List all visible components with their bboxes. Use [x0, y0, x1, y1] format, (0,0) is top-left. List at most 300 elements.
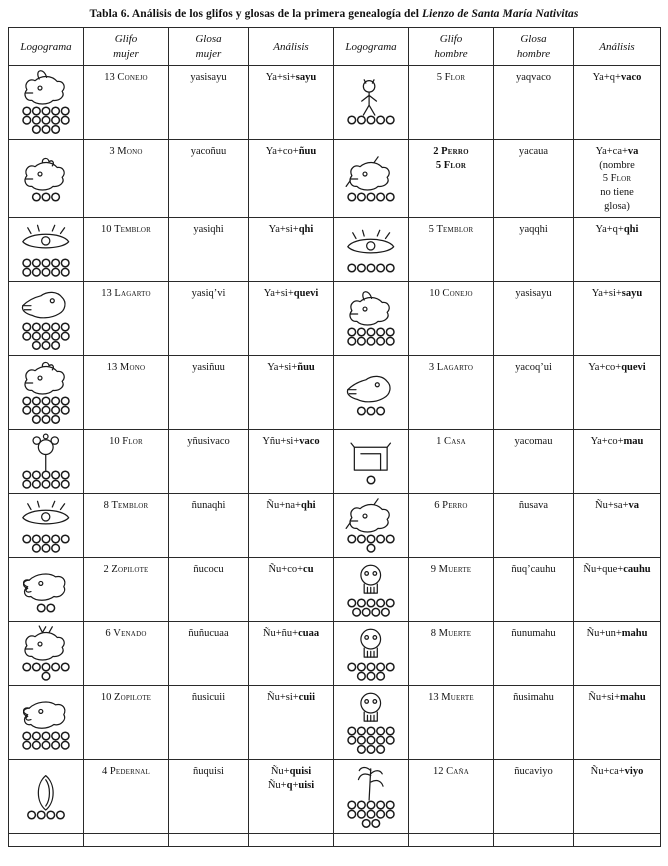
glifo-cell-mujer	[84, 356, 169, 430]
analysis-segment: Ya+co+	[265, 145, 299, 157]
analysis-cell-mujer	[249, 430, 334, 494]
analysis-segment: Flor	[610, 173, 632, 185]
glifo-cell-mujer	[84, 218, 169, 282]
glifo-cell-hombre	[409, 760, 494, 834]
analysis-line	[577, 145, 657, 159]
table-row	[9, 356, 661, 430]
glifo-line	[87, 563, 165, 577]
perro-glyph-icon	[339, 497, 403, 554]
logogram-cell-hombre	[334, 139, 409, 217]
glifo-name: Muerte	[438, 564, 472, 576]
glifo-name: Temblor	[436, 224, 474, 236]
table-row-empty	[9, 834, 661, 847]
glifo-number: 10	[429, 288, 443, 300]
glifo-line	[412, 499, 490, 513]
analysis-segment: Ñu+	[267, 779, 287, 791]
glosa-cell-mujer: yacoñuu	[169, 139, 249, 217]
glifo-number: 1	[436, 436, 445, 448]
glifo-number: 9	[430, 564, 439, 576]
glifo-line	[412, 71, 490, 85]
analysis-segment: Ñu+si+	[588, 692, 620, 704]
analysis-segment: qhi	[300, 500, 316, 512]
glifo-number: 6	[105, 628, 114, 640]
analysis-segment: viyo	[624, 766, 644, 778]
glifo-line	[87, 691, 165, 705]
muerte-glyph-icon	[339, 625, 403, 682]
logogram-cell-hombre	[334, 686, 409, 760]
analysis-line	[577, 186, 657, 200]
analysis-segment: Ñu+un+	[586, 628, 622, 640]
glifo-line	[87, 627, 165, 641]
venado-glyph-icon	[14, 625, 78, 682]
analysis-segment: sayu	[295, 71, 317, 83]
empty-cell	[334, 834, 409, 847]
column-header	[334, 28, 409, 66]
analysis-cell-hombre	[574, 65, 661, 139]
temblor-glyph-icon	[339, 226, 403, 274]
table-title	[8, 7, 660, 21]
table-body	[9, 65, 661, 846]
table-row	[9, 218, 661, 282]
analysis-line	[577, 435, 657, 449]
analysis-line	[252, 71, 330, 85]
logogram-cell-mujer	[9, 686, 84, 760]
glifo-number: 10	[100, 224, 115, 236]
column-header	[249, 28, 334, 66]
column-header-line: Análisis	[599, 40, 635, 53]
analysis-segment: Ya+co+	[590, 436, 624, 448]
glosa-cell-mujer: yasiñuu	[169, 356, 249, 430]
zopilote-glyph-icon	[14, 566, 78, 614]
glifo-cell-mujer	[84, 558, 169, 622]
conejo-glyph-icon	[14, 69, 78, 136]
analysis-cell-mujer	[249, 494, 334, 558]
analysis-segment: cauhu	[623, 564, 651, 576]
column-header-line: mujer	[195, 47, 222, 60]
analysis-cell-mujer	[249, 558, 334, 622]
glifo-cell-hombre	[409, 494, 494, 558]
table-row	[9, 65, 661, 139]
glifo-name: Conejo	[442, 288, 473, 300]
empty-cell	[9, 834, 84, 847]
glifo-name: Flor	[444, 71, 466, 83]
column-header-line: mujer	[113, 47, 139, 60]
column-header-line: hombre	[516, 47, 551, 60]
glosa-cell-hombre: ñucaviyo	[494, 760, 574, 834]
muerte-glyph-icon	[339, 689, 403, 756]
glosa-cell-mujer: ñusicuii	[169, 686, 249, 760]
glosa-cell-hombre: yacomau	[494, 430, 574, 494]
column-header-line: Análisis	[273, 40, 309, 53]
logogram-cell-hombre	[334, 494, 409, 558]
glifo-name: Flor	[443, 159, 467, 171]
logogram-cell-mujer	[9, 65, 84, 139]
analysis-cell-mujer	[249, 686, 334, 760]
analysis-line	[577, 223, 657, 237]
logogram-cell-mujer	[9, 558, 84, 622]
analysis-segment: q	[286, 779, 293, 791]
logogram-cell-mujer	[9, 356, 84, 430]
analysis-line	[252, 765, 330, 779]
analysis-cell-mujer	[249, 65, 334, 139]
mono-glyph-icon	[14, 155, 78, 203]
analysis-line	[577, 765, 657, 779]
analysis-segment: glosa)	[604, 200, 630, 212]
glosa-cell-hombre: ñusimahu	[494, 686, 574, 760]
glifo-number: 2	[103, 564, 112, 576]
analysis-segment: mahu	[621, 628, 648, 640]
analysis-segment: va	[627, 145, 639, 157]
glosa-cell-hombre: yaqqhi	[494, 218, 574, 282]
analysis-cell-hombre	[574, 430, 661, 494]
glosa-cell-mujer: ñuquisi	[169, 760, 249, 834]
analysis-segment: cu	[303, 564, 314, 576]
column-header-line: hombre	[434, 47, 468, 60]
glifo-line	[87, 287, 165, 301]
analysis-segment: quevi	[293, 288, 319, 300]
analysis-segment: Ya+co+	[588, 362, 622, 374]
analysis-segment: Ñu+	[270, 766, 290, 778]
analysis-line	[577, 361, 657, 375]
column-header	[84, 28, 169, 66]
glifo-line	[412, 159, 490, 173]
glifo-cell-hombre	[409, 282, 494, 356]
logogram-cell-hombre	[334, 430, 409, 494]
table-row	[9, 139, 661, 217]
perro-glyph-icon	[339, 155, 403, 203]
analysis-cell-mujer	[249, 139, 334, 217]
analysis-cell-mujer	[249, 622, 334, 686]
analysis-line	[577, 71, 657, 85]
temblor-glyph-icon	[14, 221, 78, 278]
glifo-name: Pedernal	[109, 766, 150, 778]
glosa-cell-mujer: yasiqhi	[169, 218, 249, 282]
table-title-text: Tabla 6. Análisis de los glifos y glosas de la primera genealogía del	[89, 8, 422, 20]
glosa-cell-mujer: ñuñucuaa	[169, 622, 249, 686]
analysis-segment: sayu	[621, 288, 643, 300]
glifo-name: Zopilote	[111, 564, 149, 576]
logogram-cell-mujer	[9, 494, 84, 558]
logogram-cell-hombre	[334, 558, 409, 622]
glifo-number: 10	[109, 436, 123, 448]
empty-cell	[494, 834, 574, 847]
analysis-segment: cuaa	[298, 628, 320, 640]
glifo-line	[412, 691, 490, 705]
logogram-cell-hombre	[334, 622, 409, 686]
glifo-line	[87, 499, 165, 513]
glifo-name: Conejo	[117, 71, 148, 83]
analysis-segment: Ñu+sa+	[595, 500, 629, 512]
analysis-segment: Ñu+ca+	[590, 766, 625, 778]
glifo-number: 4	[102, 766, 110, 778]
analysis-segment: (nombre	[599, 159, 635, 171]
analysis-cell-hombre	[574, 760, 661, 834]
glifo-line	[87, 71, 165, 85]
glosa-cell-hombre: yaqvaco	[494, 65, 574, 139]
analysis-line	[252, 779, 330, 793]
glosa-cell-mujer: yasiq’vi	[169, 282, 249, 356]
analysis-line	[252, 361, 330, 375]
column-header	[409, 28, 494, 66]
glifo-cell-hombre	[409, 356, 494, 430]
analysis-cell-hombre	[574, 494, 661, 558]
table-header	[9, 28, 661, 66]
glifo-line	[87, 435, 165, 449]
glosa-cell-mujer: ñunaqhi	[169, 494, 249, 558]
analysis-line	[577, 499, 657, 513]
glifo-number: 2	[433, 145, 442, 157]
column-header	[494, 28, 574, 66]
glifo-line	[412, 287, 490, 301]
analysis-line	[252, 435, 330, 449]
glifo-cell-hombre	[409, 558, 494, 622]
glifo-number: 3	[428, 362, 437, 374]
header-row	[9, 28, 661, 66]
glifo-name: Mono	[117, 145, 143, 157]
glifo-name: Lagarto	[114, 288, 151, 300]
analysis-cell-mujer	[249, 356, 334, 430]
analysis-segment: Yñu+si+	[262, 436, 300, 448]
analysis-segment: uisi	[298, 779, 315, 791]
analysis-line	[252, 691, 330, 705]
column-header-line: Glosa	[195, 33, 222, 46]
empty-cell	[249, 834, 334, 847]
table-row	[9, 282, 661, 356]
analysis-segment: Ya+si+	[265, 71, 296, 83]
glifo-cell-mujer	[84, 282, 169, 356]
conejo-glyph-icon	[339, 290, 403, 347]
glosa-cell-hombre: yacaua	[494, 139, 574, 217]
logogram-cell-hombre	[334, 218, 409, 282]
table-row	[9, 760, 661, 834]
glifo-line	[87, 361, 165, 375]
analysis-line	[577, 563, 657, 577]
glifo-line	[412, 563, 490, 577]
glifo-cell-mujer	[84, 494, 169, 558]
table-row	[9, 558, 661, 622]
analysis-segment: 5	[602, 173, 611, 185]
glifo-number: 13	[101, 288, 115, 300]
analysis-segment: no tiene	[600, 186, 634, 198]
analysis-segment: +	[292, 779, 299, 791]
logogram-cell-mujer	[9, 139, 84, 217]
analysis-segment: Ñu+que+	[583, 564, 624, 576]
casa-glyph-icon	[339, 438, 403, 486]
analysis-segment: vaco	[620, 71, 642, 83]
analysis-segment: mahu	[620, 692, 646, 704]
glifo-line	[412, 223, 490, 237]
glifo-name: Muerte	[441, 692, 474, 704]
temblor-glyph-icon	[14, 497, 78, 554]
glifo-cell-hombre	[409, 430, 494, 494]
glifo-number: 10	[100, 692, 114, 704]
analysis-segment: quevi	[621, 362, 646, 374]
column-header-line: Logograma	[20, 40, 72, 53]
analysis-segment: Ya+si+	[267, 362, 298, 374]
glifo-cell-mujer	[84, 139, 169, 217]
analysis-line	[577, 287, 657, 301]
glifo-name: Casa	[444, 436, 466, 448]
glifo-name: Perro	[441, 145, 469, 157]
glifo-number: 13	[104, 71, 118, 83]
analysis-segment: Ya+si+	[268, 224, 299, 236]
glifo-line	[412, 361, 490, 375]
analysis-segment: qhi	[623, 224, 639, 236]
glifo-number: 13	[428, 692, 442, 704]
glosa-cell-mujer: yñusivaco	[169, 430, 249, 494]
lagarto-glyph-icon	[339, 369, 403, 417]
analysis-cell-mujer	[249, 282, 334, 356]
genealogy-table	[8, 27, 661, 847]
analysis-line	[252, 627, 330, 641]
logogram-cell-mujer	[9, 218, 84, 282]
logogram-cell-hombre	[334, 356, 409, 430]
column-header	[574, 28, 661, 66]
analysis-cell-hombre	[574, 139, 661, 217]
analysis-segment: Ya+q+	[592, 71, 621, 83]
table-row	[9, 686, 661, 760]
glifo-name: Caña	[446, 766, 470, 778]
analysis-segment: Ya+q+	[595, 224, 624, 236]
glifo-cell-mujer	[84, 430, 169, 494]
analysis-line	[577, 172, 657, 186]
glifo-name: Temblor	[111, 500, 149, 512]
lagarto-glyph-icon	[14, 285, 78, 352]
glosa-cell-mujer: yasisayu	[169, 65, 249, 139]
glifo-cell-hombre	[409, 218, 494, 282]
glifo-number: 6	[434, 500, 443, 512]
empty-cell	[84, 834, 169, 847]
logogram-cell-hombre	[334, 760, 409, 834]
glifo-name: Muerte	[438, 628, 472, 640]
analysis-segment: qhi	[298, 224, 314, 236]
zopilote-glyph-icon	[14, 694, 78, 751]
glifo-cell-mujer	[84, 686, 169, 760]
analysis-cell-hombre	[574, 622, 661, 686]
analysis-line	[252, 223, 330, 237]
glifo-cell-mujer	[84, 760, 169, 834]
logogram-cell-mujer	[9, 622, 84, 686]
glifo-cell-mujer	[84, 65, 169, 139]
analysis-line	[577, 159, 657, 173]
analysis-cell-mujer	[249, 760, 334, 834]
analysis-line	[252, 145, 330, 159]
glifo-number: 12	[432, 766, 447, 778]
logogram-cell-hombre	[334, 65, 409, 139]
glifo-line	[87, 223, 165, 237]
empty-cell	[574, 834, 661, 847]
column-header-line: Glosa	[520, 33, 547, 46]
analysis-segment: ñuu	[298, 145, 317, 157]
glifo-name: Flor	[122, 436, 143, 448]
glifo-cell-hombre	[409, 686, 494, 760]
logogram-cell-mujer	[9, 430, 84, 494]
muerte-glyph-icon	[339, 561, 403, 618]
column-header	[9, 28, 84, 66]
analysis-line	[252, 499, 330, 513]
logogram-cell-mujer	[9, 282, 84, 356]
analysis-segment: Ya+si+	[263, 288, 294, 300]
analysis-segment: Ñu+na+	[266, 500, 301, 512]
analysis-line	[252, 563, 330, 577]
glosa-cell-hombre: ñuq’cauhu	[494, 558, 574, 622]
glifo-line	[412, 765, 490, 779]
analysis-line	[577, 627, 657, 641]
glifo-name: Temblor	[114, 224, 152, 236]
analysis-cell-mujer	[249, 218, 334, 282]
glifo-name: Venado	[113, 628, 147, 640]
analysis-segment: cuii	[298, 692, 316, 704]
glifo-line	[412, 145, 490, 159]
table-row	[9, 622, 661, 686]
glifo-cell-mujer	[84, 622, 169, 686]
glosa-cell-hombre: yasisayu	[494, 282, 574, 356]
glifo-name: Perro	[442, 500, 468, 512]
glifo-number: 8	[103, 500, 112, 512]
analysis-segment: quisi	[289, 766, 312, 778]
glifo-number: 8	[430, 628, 439, 640]
flor-glyph-icon	[14, 433, 78, 490]
column-header-line: Glifo	[114, 33, 138, 46]
glifo-number: 3	[109, 145, 118, 157]
analysis-cell-hombre	[574, 686, 661, 760]
glifo-name: Mono	[119, 362, 146, 374]
analysis-segment: vaco	[299, 436, 320, 448]
analysis-line	[252, 287, 330, 301]
logogram-cell-hombre	[334, 282, 409, 356]
analysis-cell-hombre	[574, 282, 661, 356]
pedernal-glyph-icon	[14, 773, 78, 821]
analysis-line	[577, 200, 657, 214]
analysis-line	[577, 691, 657, 705]
mono-glyph-icon	[14, 359, 78, 426]
glifo-cell-hombre	[409, 139, 494, 217]
glifo-name: Lagarto	[436, 362, 474, 374]
glifo-number: 13	[106, 362, 120, 374]
glosa-cell-mujer: ñucocu	[169, 558, 249, 622]
analysis-cell-hombre	[574, 558, 661, 622]
analysis-cell-hombre	[574, 356, 661, 430]
analysis-segment: Ya+ca+	[595, 145, 628, 157]
glifo-name: Zopilote	[113, 692, 152, 704]
analysis-segment: Ñu+co+	[268, 564, 304, 576]
glifo-number: 5	[436, 71, 445, 83]
analysis-segment: mau	[623, 436, 644, 448]
logogram-cell-mujer	[9, 760, 84, 834]
column-header-line: Logograma	[345, 40, 397, 53]
table-row	[9, 430, 661, 494]
glifo-number: 5	[435, 159, 444, 171]
glifo-line	[87, 765, 165, 779]
empty-cell	[409, 834, 494, 847]
analysis-segment: Ñu+ñu+	[262, 628, 299, 640]
analysis-cell-hombre	[574, 218, 661, 282]
glosa-cell-hombre: ñunumahu	[494, 622, 574, 686]
figura-glyph-icon	[339, 78, 403, 126]
table-title-work: Lienzo de Santa María Nativitas	[421, 8, 579, 20]
cana-glyph-icon	[339, 763, 403, 830]
glifo-line	[412, 627, 490, 641]
glifo-number: 5	[428, 224, 437, 236]
glifo-cell-hombre	[409, 622, 494, 686]
glosa-cell-hombre: yacoq’ui	[494, 356, 574, 430]
glifo-line	[87, 145, 165, 159]
empty-cell	[169, 834, 249, 847]
analysis-segment: va	[628, 500, 639, 512]
table-row	[9, 494, 661, 558]
column-header-line: Glifo	[439, 33, 463, 46]
analysis-segment: Ñu+si+	[266, 692, 299, 704]
